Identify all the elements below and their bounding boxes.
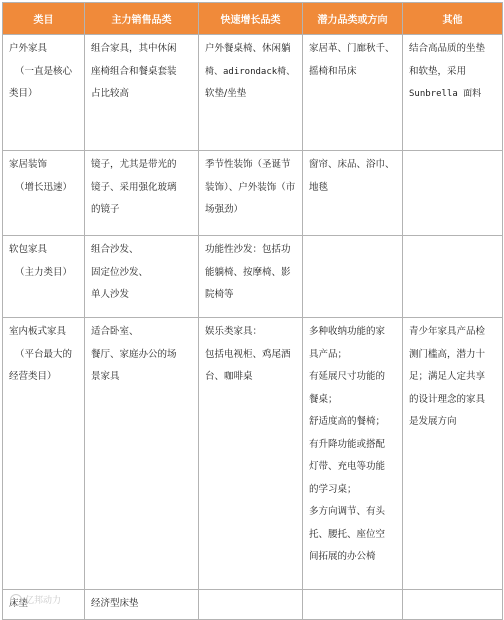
cell-line: （增长迅速）	[14, 181, 72, 193]
cell-line: 组合家具，其中休闲	[91, 43, 177, 54]
cell-potential	[303, 236, 403, 318]
cell-line: Sunbrella 面料	[409, 89, 482, 99]
cell-line: （平台最大的	[14, 348, 72, 360]
cell-growth	[199, 590, 303, 620]
category-table	[2, 2, 503, 620]
cell-category	[3, 151, 85, 236]
cell-line: 地毯	[309, 181, 329, 193]
cell-line: 多种收纳功能的家	[309, 326, 386, 337]
cell-line: 经济型床垫	[91, 598, 139, 609]
watermark	[10, 593, 61, 606]
cell-line: 软垫/坐垫	[205, 88, 247, 99]
cell-line: 摇椅和吊床	[309, 65, 357, 77]
cell-line: 包括电视柜、鸡尾酒	[205, 348, 291, 360]
header-other: 其他	[403, 3, 503, 35]
cell-line: 家居革、门廊秋千、	[309, 43, 395, 54]
cell-potential	[303, 35, 403, 151]
cell-line: 是发展方向	[409, 416, 457, 427]
cell-line: 类目）	[9, 88, 38, 99]
cell-line: 功能性沙发：包括功	[205, 244, 291, 255]
cell-line: 和软垫，采用	[409, 65, 467, 77]
cell-category	[3, 236, 85, 318]
cell-line: 占比较高	[91, 88, 130, 99]
cell-line: 床垫	[9, 598, 29, 609]
cell-line: 窗帘、床品、浴巾、	[309, 159, 395, 170]
cell-line: 足；满足人定共享	[409, 371, 486, 382]
cell-line: 间拓展的办公椅	[309, 551, 376, 562]
cell-line: 能躺椅、按摩椅、影	[205, 266, 291, 278]
header-category: 类目	[3, 3, 85, 35]
cell-line: 季节性装饰（圣诞节	[205, 159, 291, 170]
cell-line: 有延展尺寸功能的	[309, 371, 386, 382]
cell-other	[403, 35, 503, 151]
cell-main	[85, 151, 199, 236]
cell-potential	[303, 318, 403, 590]
cell-other	[403, 590, 503, 620]
cell-line: 多方向调节、有头	[309, 506, 386, 517]
header-fast-growth: 快速增长品类	[199, 3, 303, 35]
cell-other	[403, 236, 503, 318]
cell-line: 餐厅、家庭办公的场	[91, 348, 177, 360]
cell-line: 台、咖啡桌	[205, 371, 253, 382]
cell-line: 测门槛高，潜力十	[409, 348, 486, 360]
cell-line: 的镜子	[91, 204, 120, 215]
table-row	[3, 318, 503, 590]
cell-line: 座椅组合和餐桌套装	[91, 65, 177, 77]
cell-line: 固定位沙发、	[91, 266, 149, 278]
cell-line: 单人沙发	[91, 289, 130, 300]
cell-line: 组合沙发、	[91, 244, 139, 255]
cell-line: 青少年家具产品检	[409, 326, 486, 337]
cell-line: 适合卧室、	[91, 326, 139, 337]
cell-line: 经营类目）	[9, 371, 57, 382]
cell-potential	[303, 590, 403, 620]
watermark-logo-icon	[10, 594, 22, 606]
cell-line: 镜子、采用强化玻璃	[91, 181, 177, 193]
cell-growth	[199, 318, 303, 590]
cell-line: 室内板式家具	[9, 326, 67, 337]
cell-line: （主力类目）	[14, 266, 72, 278]
cell-line: 有升降功能或搭配	[309, 438, 386, 450]
cell-main	[85, 590, 199, 620]
cell-other	[403, 318, 503, 590]
cell-line: 场强劲）	[205, 204, 244, 215]
cell-line: 灯带、充电等功能	[309, 461, 386, 472]
cell-line: 家居装饰	[9, 159, 48, 170]
cell-line: 的设计理念的家具	[409, 393, 486, 405]
cell-other	[403, 151, 503, 236]
cell-line: 具产品；	[309, 348, 348, 360]
cell-line: 装饰）、户外装饰（市	[205, 181, 296, 193]
cell-line: 景家具	[91, 371, 120, 382]
cell-line: （一直是核心	[14, 65, 72, 77]
header-row	[3, 3, 503, 35]
cell-line: 舒适度高的餐椅；	[309, 416, 386, 427]
cell-growth	[199, 151, 303, 236]
cell-line: 软包家具	[9, 244, 48, 255]
cell-growth	[199, 236, 303, 318]
watermark-text: 亿邦动力	[25, 596, 62, 606]
table-row	[3, 590, 503, 620]
table-row	[3, 236, 503, 318]
cell-main	[85, 236, 199, 318]
cell-category	[3, 35, 85, 151]
cell-growth	[199, 35, 303, 151]
cell-line: 院椅等	[205, 289, 234, 300]
cell-line: 户外家具	[9, 43, 48, 54]
cell-line: 餐桌；	[309, 393, 338, 405]
cell-main	[85, 318, 199, 590]
cell-line: 娱乐类家具：	[205, 326, 263, 337]
cell-main	[85, 35, 199, 151]
table-row	[3, 35, 503, 151]
cell-category	[3, 318, 85, 590]
header-main-sales: 主力销售品类	[85, 3, 199, 35]
cell-line: 户外餐桌椅、休闲躺	[205, 43, 291, 54]
cell-potential	[303, 151, 403, 236]
cell-line: 椅、adirondack椅、	[205, 66, 296, 77]
header-potential: 潜力品类或方向	[303, 3, 403, 35]
cell-line: 的学习桌；	[309, 483, 357, 495]
cell-line: 镜子，尤其是带光的	[91, 159, 177, 170]
table-row	[3, 151, 503, 236]
cell-line: 结合高品质的坐垫	[409, 43, 486, 54]
cell-line: 托、腰托、座位空	[309, 528, 386, 540]
